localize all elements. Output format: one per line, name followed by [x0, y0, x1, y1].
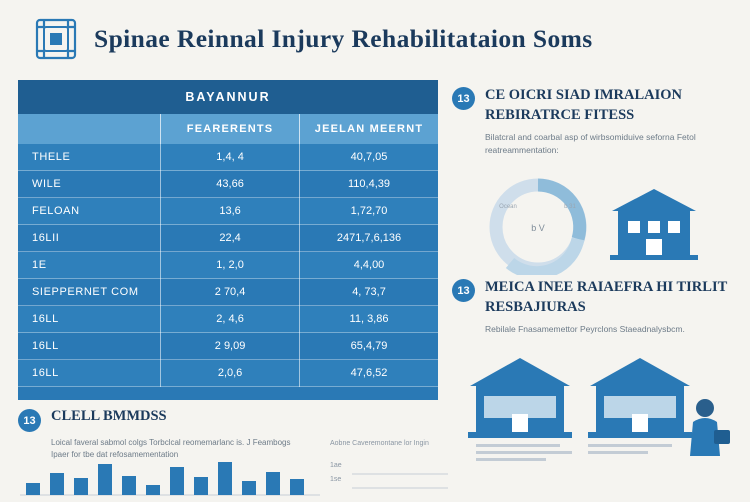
- svg-text:b V: b V: [531, 223, 545, 233]
- mini-axis-label-2: 1se: [330, 476, 342, 483]
- mini-chart: [330, 440, 450, 498]
- row-value-1: 1, 2,0: [161, 252, 300, 279]
- section-1-body: Bilatcral and coarbal asp of wirbsomiduive seforna Fetol reatreammentation:: [485, 132, 696, 155]
- section-1-header: [452, 86, 732, 125]
- section-1-number: 13: [452, 87, 475, 110]
- section-3-title: CLELL BMMDSS: [51, 408, 167, 424]
- section-block-2: [452, 278, 732, 336]
- section-3-header: [18, 408, 438, 432]
- table-row: [18, 198, 438, 225]
- mini-axis-label-1: 1ae: [330, 462, 342, 469]
- table-row: [18, 225, 438, 252]
- donut-diagram: [470, 175, 730, 275]
- emblem-icon: [34, 17, 78, 61]
- table-row: [18, 279, 438, 306]
- row-label: WILE: [18, 171, 161, 198]
- table-row: [18, 171, 438, 198]
- table-col-2: JEELAN MEERNT: [300, 114, 438, 144]
- mini-chart-label: Aobne Caveremontane lor Ingin: [330, 440, 429, 447]
- row-value-2: 1,72,70: [300, 198, 438, 225]
- table-banner-label: BAYANNUR: [185, 90, 271, 104]
- section-3-number: 13: [18, 409, 41, 432]
- page-title: Spinae Reinnal Injury Rehabilitataion Soms: [94, 24, 593, 53]
- data-table-card: [18, 80, 438, 400]
- svg-text:Ocean: Ocean: [499, 204, 517, 210]
- row-value-1: 2,0,6: [161, 360, 300, 387]
- row-label: FELOAN: [18, 198, 161, 225]
- section-1-title: CE OICRI SIAD IMRALAION REBIRATRCE FITESS: [485, 87, 682, 123]
- row-label: THELE: [18, 144, 161, 171]
- row-value-2: 4, 73,7: [300, 279, 438, 306]
- row-label: 1E: [18, 252, 161, 279]
- rehabilitation-data-table: [18, 114, 438, 387]
- buildings-illustration: [462, 352, 737, 472]
- section-block-1: [452, 86, 732, 157]
- table-header-row: [18, 114, 438, 144]
- table-row: [18, 360, 438, 387]
- row-value-1: 2 9,09: [161, 333, 300, 360]
- table-col-blank: [18, 114, 161, 144]
- row-value-2: 110,4,39: [300, 171, 438, 198]
- row-label: 16LL: [18, 306, 161, 333]
- table-row: [18, 144, 438, 171]
- row-label: 16LL: [18, 333, 161, 360]
- row-value-1: 2, 4,6: [161, 306, 300, 333]
- row-value-1: 43,66: [161, 171, 300, 198]
- section-2-number: 13: [452, 279, 475, 302]
- bar-chart: [20, 455, 320, 497]
- row-value-2: 2471,7,6,136: [300, 225, 438, 252]
- row-value-2: 47,6,52: [300, 360, 438, 387]
- row-value-2: 65,4,79: [300, 333, 438, 360]
- row-value-1: 13,6: [161, 198, 300, 225]
- row-label: 16LL: [18, 360, 161, 387]
- section-2-body: Rebilale Fnasamemettor Peyrclons Staeadnalysbcm.: [485, 324, 685, 335]
- row-label: SIEPPERNET COM: [18, 279, 161, 306]
- table-row: [18, 252, 438, 279]
- row-value-1: 22,4: [161, 225, 300, 252]
- row-value-2: 40,7,05: [300, 144, 438, 171]
- row-value-1: 2 70,4: [161, 279, 300, 306]
- row-label: 16LII: [18, 225, 161, 252]
- page-header: [0, 0, 750, 78]
- section-3-body: Loical faveral sabmol colgs Torbclcal reomemarlanc is. J Feambogs Ipaer for tbe dat refosamementation: [51, 438, 291, 459]
- section-2-header: [452, 278, 732, 317]
- table-col-1: FEARERENTS: [161, 114, 300, 144]
- table-row: [18, 333, 438, 360]
- row-value-1: 1,4, 4: [161, 144, 300, 171]
- svg-text:b 31: b 31: [564, 204, 576, 210]
- section-2-title: MEICA INEE RAIAEFRA HI TIRLIT RESBAJIURAS: [485, 279, 727, 315]
- table-banner: [18, 80, 438, 114]
- row-value-2: 4,4,00: [300, 252, 438, 279]
- row-value-2: 11, 3,86: [300, 306, 438, 333]
- table-row: [18, 306, 438, 333]
